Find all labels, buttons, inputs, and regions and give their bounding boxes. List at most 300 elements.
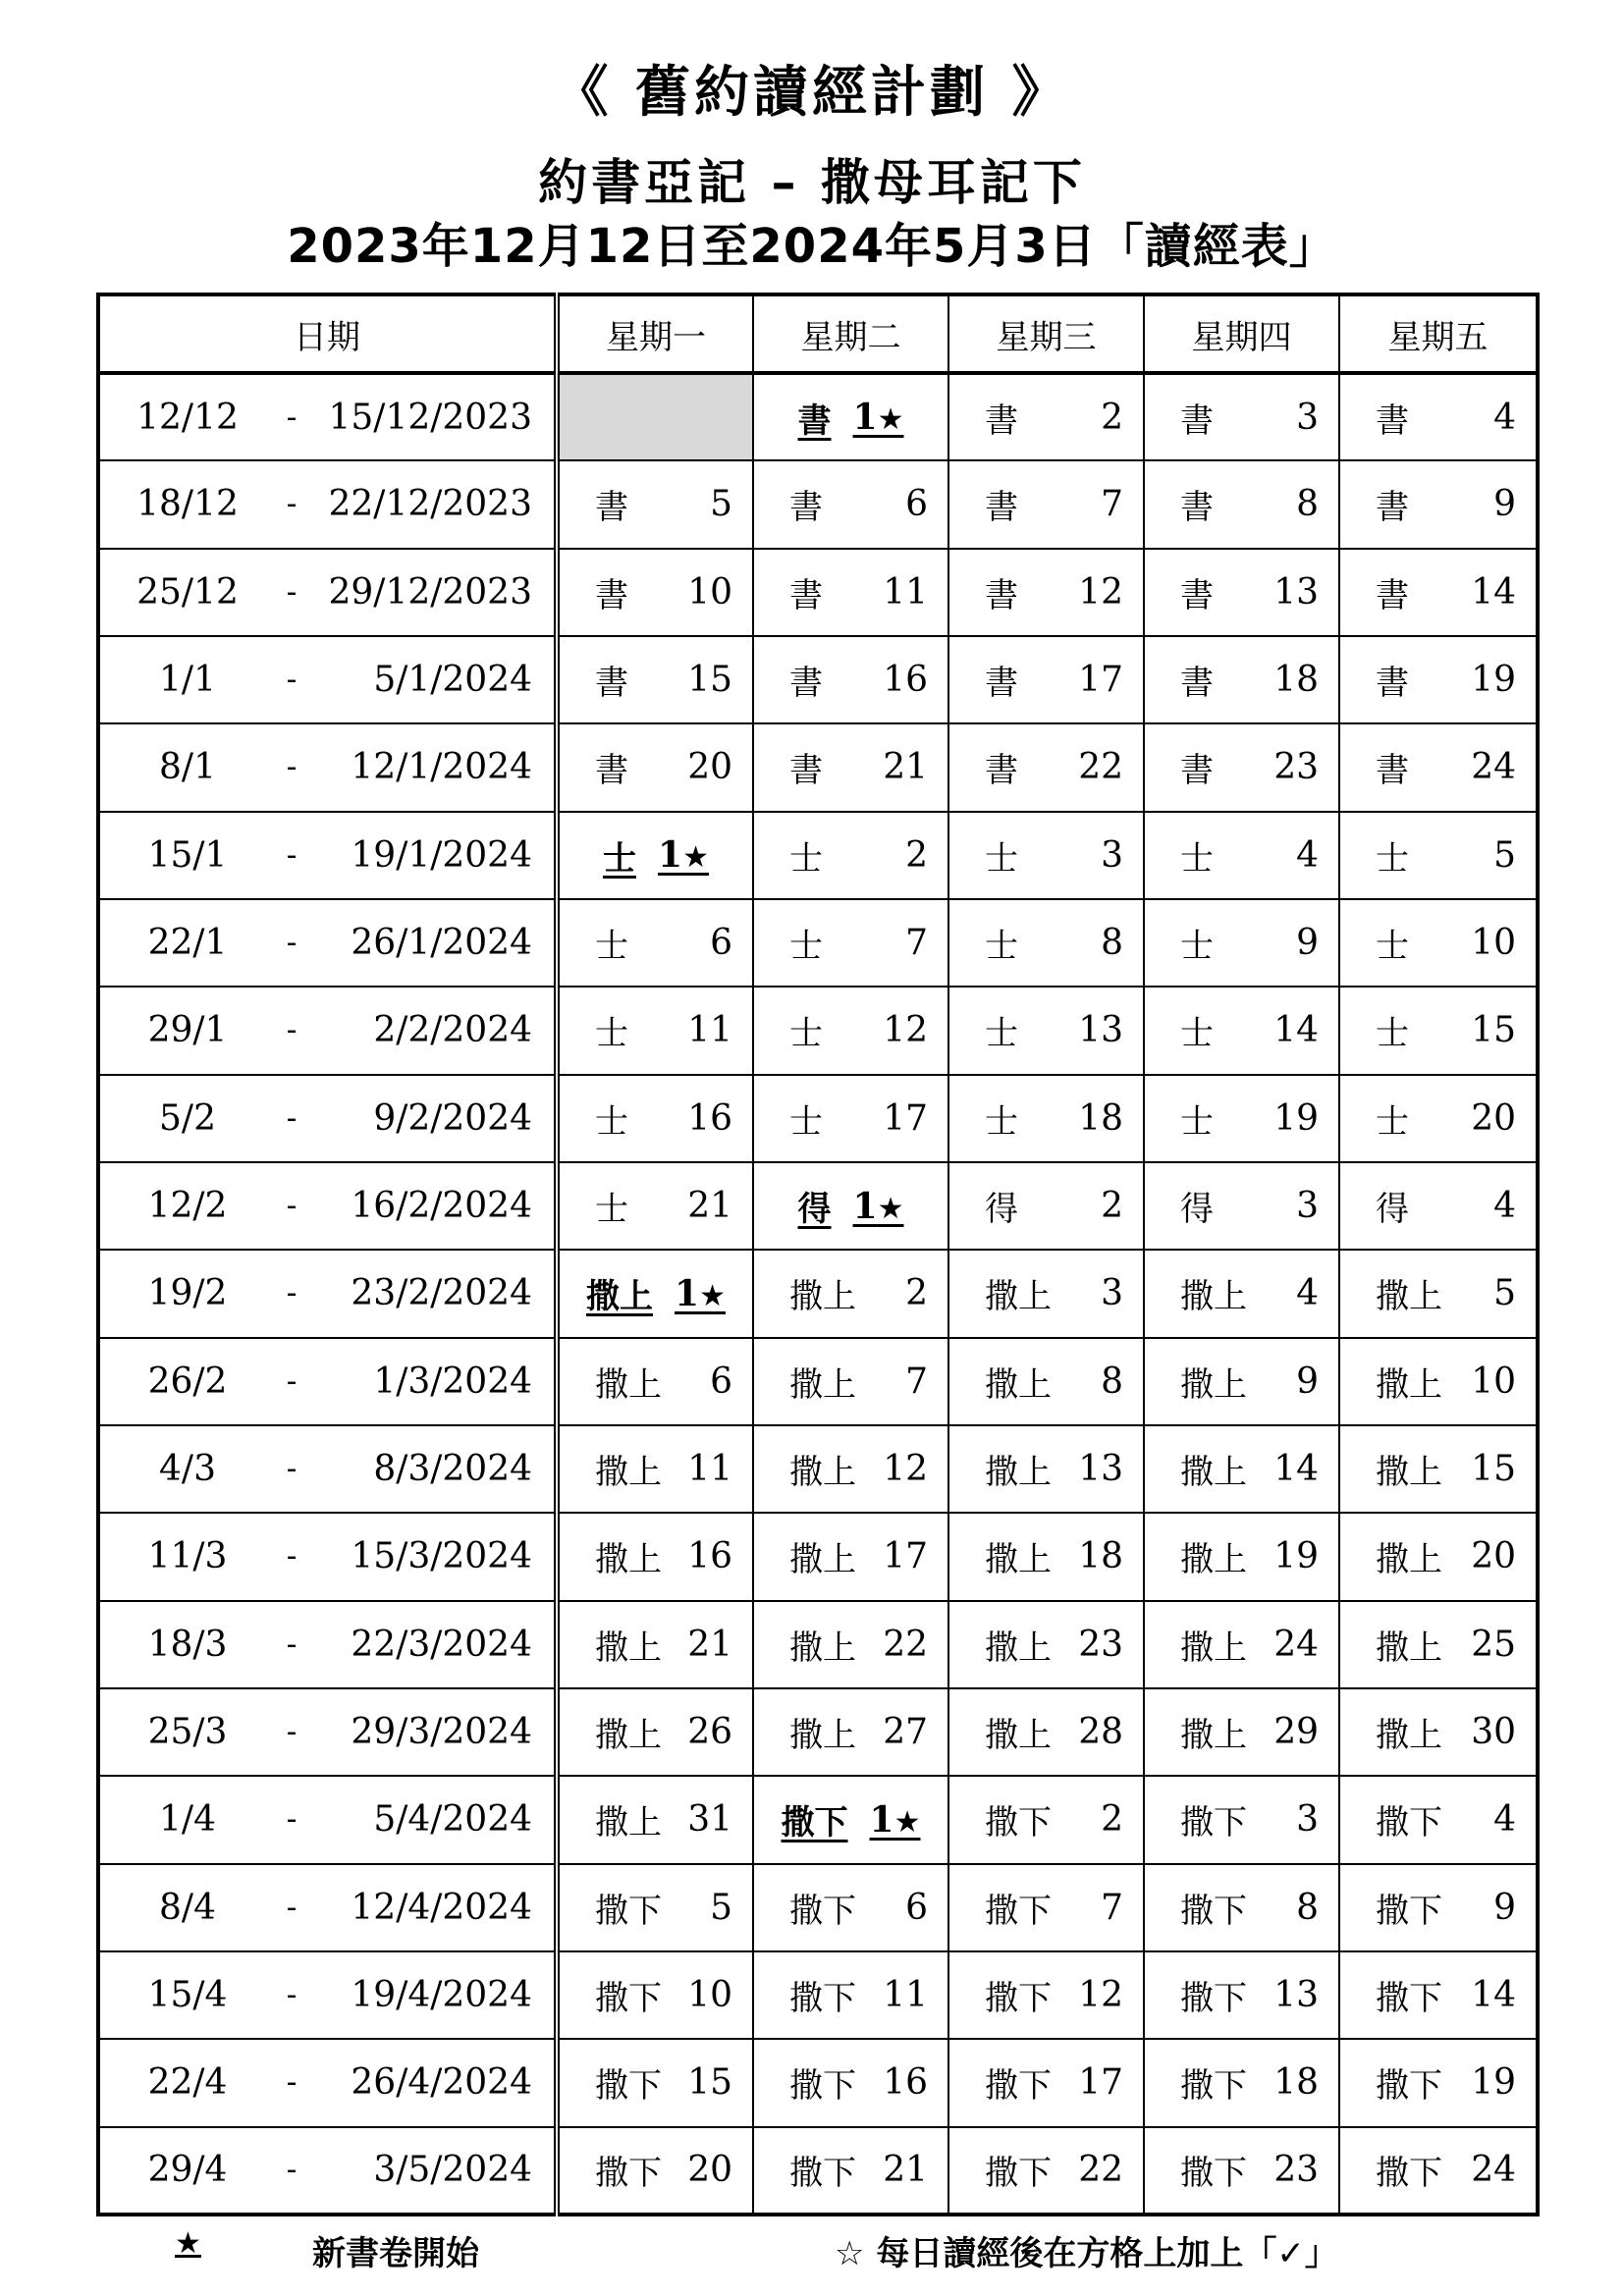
reading-cell-friday[interactable]: [1339, 1776, 1538, 1863]
book-abbreviation: 書: [1180, 488, 1214, 528]
reading-assignment: [1145, 1865, 1338, 1950]
chapter-number: 3: [1101, 1273, 1123, 1314]
reading-cell-friday[interactable]: [1339, 1513, 1538, 1600]
reading-cell-thursday[interactable]: [1144, 1425, 1339, 1513]
chapter-number: 2: [1101, 1186, 1123, 1227]
week-date-range: [100, 2128, 554, 2213]
reading-assignment: [560, 1339, 752, 1424]
reading-cell-wednesday[interactable]: [948, 2039, 1144, 2126]
week-end-date: 19/4/2024: [351, 1975, 532, 2016]
chapter-number: 12: [1078, 571, 1123, 613]
reading-cell-tuesday[interactable]: [753, 1951, 948, 2039]
chapter-number: 3: [1296, 1186, 1319, 1227]
book-abbreviation: 撒上: [595, 1364, 662, 1405]
week-date-cell: [98, 1776, 557, 1863]
reading-cell-friday[interactable]: [1339, 723, 1538, 811]
reading-cell-thursday[interactable]: [1144, 549, 1339, 636]
reading-cell-friday[interactable]: [1339, 1162, 1538, 1250]
reading-cell-thursday[interactable]: [1144, 812, 1339, 899]
table-row: [98, 1250, 1538, 1337]
reading-cell-thursday[interactable]: [1144, 1776, 1339, 1863]
reading-cell-monday[interactable]: [557, 1776, 753, 1863]
reading-cell-monday[interactable]: [557, 2127, 753, 2215]
book-abbreviation: 書: [1180, 400, 1214, 441]
reading-assignment: [949, 550, 1143, 635]
book-abbreviation: 書: [1376, 664, 1409, 704]
reading-assignment: [560, 637, 752, 722]
reading-cell-monday[interactable]: [557, 1601, 753, 1688]
chapter-number: 13: [1078, 1449, 1123, 1490]
reading-cell-thursday[interactable]: [1144, 1250, 1339, 1337]
reading-cell-thursday[interactable]: [1144, 636, 1339, 723]
reading-assignment: [1340, 1514, 1536, 1599]
reading-cell-monday[interactable]: [557, 987, 753, 1074]
week-start-date: 5/2: [159, 1097, 216, 1139]
reading-assignment: [560, 1777, 752, 1862]
reading-cell-monday[interactable]: [557, 812, 753, 899]
week-date-cell: [98, 899, 557, 987]
date-separator: -: [286, 2065, 298, 2101]
reading-cell-tuesday[interactable]: [753, 549, 948, 636]
week-date-range: [100, 1952, 554, 2038]
chapter-number: 15: [1471, 1010, 1516, 1051]
reading-cell-friday[interactable]: [1339, 1688, 1538, 1776]
reading-assignment: [1340, 1602, 1536, 1687]
book-abbreviation: 撒上: [1180, 1364, 1247, 1405]
reading-cell-wednesday[interactable]: [948, 812, 1144, 899]
date-separator: -: [286, 400, 298, 435]
reading-cell-thursday[interactable]: [1144, 2127, 1339, 2215]
reading-cell-friday[interactable]: [1339, 1075, 1538, 1162]
reading-cell-wednesday[interactable]: [948, 1338, 1144, 1425]
week-date-cell: [98, 1075, 557, 1162]
reading-assignment: [1340, 988, 1536, 1073]
reading-cell-monday[interactable]: [557, 1250, 753, 1337]
book-abbreviation: 撒下: [1180, 1891, 1247, 1931]
reading-cell-friday[interactable]: [1339, 549, 1538, 636]
reading-cell-wednesday[interactable]: [948, 1688, 1144, 1776]
table-row: [98, 1338, 1538, 1425]
column-header-friday: 星期五: [1339, 294, 1538, 373]
week-date-range: [100, 724, 554, 810]
reading-cell-monday[interactable]: [557, 636, 753, 723]
book-abbreviation: 撒上: [1180, 1716, 1247, 1756]
book-abbreviation: 士: [985, 927, 1018, 967]
empty-day-cell-monday[interactable]: [557, 373, 753, 460]
week-start-date: 29/4: [147, 2150, 228, 2191]
book-abbreviation: 撒下: [789, 1891, 856, 1931]
star-icon: ★: [893, 1804, 921, 1840]
reading-cell-tuesday[interactable]: [753, 1688, 948, 1776]
book-abbreviation: 撒上: [1376, 1453, 1442, 1493]
chapter-number: 17: [883, 1097, 928, 1139]
star-icon: ★: [877, 1191, 904, 1226]
chapter-number: 14: [1273, 1010, 1319, 1051]
reading-assignment: [754, 2040, 947, 2125]
book-abbreviation: 士: [1180, 838, 1214, 879]
chapter-number: 12: [883, 1010, 928, 1051]
reading-cell-tuesday[interactable]: [753, 1075, 948, 1162]
reading-assignment: [560, 1251, 752, 1336]
reading-assignment: [949, 724, 1143, 810]
reading-cell-tuesday[interactable]: [753, 1776, 948, 1863]
reading-cell-tuesday[interactable]: [753, 460, 948, 548]
reading-cell-wednesday[interactable]: [948, 1951, 1144, 2039]
chapter-number: 14: [1471, 571, 1516, 613]
chapter-number: 3: [1296, 1799, 1319, 1841]
reading-cell-monday[interactable]: [557, 1513, 753, 1600]
reading-cell-friday[interactable]: [1339, 1601, 1538, 1688]
reading-cell-friday[interactable]: [1339, 1864, 1538, 1951]
reading-cell-monday[interactable]: [557, 1338, 753, 1425]
reading-cell-friday[interactable]: [1339, 1425, 1538, 1513]
reading-cell-tuesday[interactable]: [753, 1864, 948, 1951]
week-start-date: 15/4: [147, 1975, 228, 2016]
reading-cell-wednesday[interactable]: [948, 899, 1144, 987]
reading-cell-wednesday[interactable]: [948, 2127, 1144, 2215]
reading-assignment: [949, 1163, 1143, 1249]
reading-cell-friday[interactable]: [1339, 2039, 1538, 2126]
book-abbreviation: 撒下: [789, 2066, 856, 2107]
reading-assignment: [1340, 813, 1536, 898]
date-separator: -: [286, 2153, 298, 2188]
book-abbreviation: 書: [1376, 751, 1409, 791]
reading-assignment: [1145, 1339, 1338, 1424]
reading-cell-monday[interactable]: [557, 1864, 753, 1951]
reading-cell-wednesday[interactable]: [948, 1776, 1144, 1863]
book-abbreviation: 撒上: [1180, 1453, 1247, 1493]
reading-cell-wednesday[interactable]: [948, 373, 1144, 460]
book-abbreviation: 書: [1376, 575, 1409, 615]
reading-cell-friday[interactable]: [1339, 899, 1538, 987]
chapter-number: 8: [1101, 923, 1123, 964]
chapter-with-star: [675, 1273, 726, 1314]
reading-cell-thursday[interactable]: [1144, 1688, 1339, 1776]
chapter-number: 6: [905, 484, 928, 525]
chapter-number: 10: [687, 571, 732, 613]
book-abbreviation: 撒上: [1376, 1628, 1442, 1668]
reading-assignment: [949, 1514, 1143, 1599]
reading-cell-tuesday[interactable]: [753, 636, 948, 723]
week-date-cell: [98, 1338, 557, 1425]
reading-assignment: [1340, 375, 1536, 459]
reading-cell-tuesday[interactable]: [753, 1338, 948, 1425]
reading-cell-monday[interactable]: [557, 723, 753, 811]
reading-assignment: [754, 1339, 947, 1424]
column-header-tuesday: 星期二: [753, 294, 948, 373]
reading-cell-friday[interactable]: [1339, 987, 1538, 1074]
reading-assignment: [560, 813, 752, 898]
reading-cell-tuesday[interactable]: [753, 1250, 948, 1337]
reading-assignment: [1145, 1689, 1338, 1775]
book-abbreviation: 撒下: [985, 1803, 1052, 1843]
week-date-range: [100, 900, 554, 986]
date-separator: -: [286, 1452, 298, 1487]
book-abbreviation: 撒上: [789, 1540, 856, 1580]
reading-assignment: [1145, 1251, 1338, 1336]
reading-assignment: [754, 1865, 947, 1950]
reading-cell-monday[interactable]: [557, 1688, 753, 1776]
reading-cell-wednesday[interactable]: [948, 549, 1144, 636]
reading-assignment: [560, 1426, 752, 1512]
reading-assignment: [754, 1952, 947, 2038]
reading-cell-tuesday[interactable]: [753, 1425, 948, 1513]
week-start-date: 8/4: [159, 1887, 216, 1928]
table-row: [98, 1601, 1538, 1688]
reading-cell-wednesday[interactable]: [948, 1425, 1144, 1513]
chapter-number: 4: [1296, 834, 1319, 876]
reading-cell-tuesday[interactable]: [753, 1513, 948, 1600]
week-date-range: [100, 1777, 554, 1862]
book-abbreviation: 撒上: [595, 1803, 662, 1843]
chapter-number: 21: [883, 747, 928, 788]
table-row: [98, 723, 1538, 811]
chapter-number: 20: [687, 2150, 732, 2191]
reading-assignment: [1340, 900, 1536, 986]
chapter-number: 8: [1296, 1887, 1319, 1928]
reading-assignment: [560, 2128, 752, 2213]
week-date-cell: [98, 1951, 557, 2039]
reading-assignment: [754, 1602, 947, 1687]
reading-cell-monday[interactable]: [557, 1425, 753, 1513]
reading-assignment: [949, 637, 1143, 722]
chapter-number: 4: [1493, 397, 1516, 438]
reading-cell-wednesday[interactable]: [948, 636, 1144, 723]
reading-cell-friday[interactable]: [1339, 812, 1538, 899]
reading-cell-thursday[interactable]: [1144, 1075, 1339, 1162]
book-abbreviation: 撒下: [595, 1891, 662, 1931]
chapter-number: 15: [1471, 1449, 1516, 1490]
reading-assignment: [949, 1426, 1143, 1512]
reading-cell-wednesday[interactable]: [948, 1601, 1144, 1688]
reading-cell-wednesday[interactable]: [948, 1513, 1144, 1600]
reading-cell-thursday[interactable]: [1144, 1338, 1339, 1425]
reading-cell-tuesday[interactable]: [753, 899, 948, 987]
chapter-number: 20: [1471, 1097, 1516, 1139]
reading-cell-monday[interactable]: [557, 1951, 753, 2039]
chapter-number: 10: [687, 1975, 732, 2016]
table-row: [98, 1951, 1538, 2039]
reading-assignment: [949, 375, 1143, 459]
week-start-date: 22/1: [147, 923, 228, 964]
reading-assignment: [560, 900, 752, 986]
reading-cell-friday[interactable]: [1339, 460, 1538, 548]
chapter-number: 13: [1273, 571, 1319, 613]
reading-assignment: [1340, 461, 1536, 547]
reading-assignment: [1145, 550, 1338, 635]
reading-assignment: [1145, 1163, 1338, 1249]
reading-cell-monday[interactable]: [557, 1162, 753, 1250]
book-abbreviation: 撒上: [1376, 1277, 1442, 1317]
reading-assignment: [560, 988, 752, 1073]
book-abbreviation: 撒下: [595, 2154, 662, 2194]
reading-cell-wednesday[interactable]: [948, 1250, 1144, 1337]
book-abbreviation: 撒下: [985, 1891, 1052, 1931]
book-abbreviation: 撒上: [1180, 1277, 1247, 1317]
reading-assignment: [754, 724, 947, 810]
book-abbreviation: 書: [1180, 664, 1214, 704]
book-abbreviation: 士: [985, 1101, 1018, 1142]
date-separator: -: [286, 1539, 298, 1575]
reading-cell-wednesday[interactable]: [948, 987, 1144, 1074]
reading-assignment: [1145, 1777, 1338, 1862]
reading-cell-friday[interactable]: [1339, 1951, 1538, 2039]
chapter-number: 3: [1296, 397, 1319, 438]
week-date-cell: [98, 1864, 557, 1951]
reading-cell-tuesday[interactable]: [753, 1162, 948, 1250]
book-abbreviation: 書: [595, 664, 628, 704]
date-separator: -: [286, 926, 298, 961]
week-start-date: 22/4: [147, 2062, 228, 2104]
chapter-number: 12: [1078, 1975, 1123, 2016]
book-abbreviation: 撒下: [985, 1979, 1052, 2019]
footer-legend: [0, 2226, 1624, 2281]
week-date-range: [100, 375, 554, 459]
reading-cell-tuesday[interactable]: [753, 373, 948, 460]
week-end-date: 26/1/2024: [351, 923, 532, 964]
reading-assignment: [754, 1777, 947, 1862]
chapter-number: 18: [1078, 1097, 1123, 1139]
reading-cell-tuesday[interactable]: [753, 2039, 948, 2126]
week-start-date: 4/3: [159, 1449, 216, 1490]
reading-assignment: [1340, 1865, 1536, 1950]
reading-cell-friday[interactable]: [1339, 1338, 1538, 1425]
reading-assignment: [754, 1076, 947, 1161]
reading-assignment: [1145, 724, 1338, 810]
chapter-number: 1: [852, 1185, 878, 1227]
chapter-number: 30: [1471, 1712, 1516, 1753]
daily-check-note: ☆ 每日讀經後在方格上加上「✓」: [835, 2234, 1338, 2273]
reading-cell-thursday[interactable]: [1144, 1601, 1339, 1688]
chapter-number: 18: [1078, 1536, 1123, 1577]
reading-assignment: [754, 375, 947, 459]
book-abbreviation: 撒下: [985, 2066, 1052, 2107]
table-row: [98, 987, 1538, 1074]
chapter-number: 7: [905, 1361, 928, 1402]
week-start-date: 15/1: [147, 834, 228, 876]
reading-cell-thursday[interactable]: [1144, 1951, 1339, 2039]
reading-cell-thursday[interactable]: [1144, 1513, 1339, 1600]
chapter-with-star: [870, 1799, 921, 1841]
reading-cell-friday[interactable]: [1339, 636, 1538, 723]
chapter-number: 16: [687, 1536, 732, 1577]
book-abbreviation: 撒下: [789, 2154, 856, 2194]
chapter-number: 1: [852, 397, 878, 439]
date-separator: -: [286, 487, 298, 522]
week-date-range: [100, 1602, 554, 1687]
chapter-number: 17: [883, 1536, 928, 1577]
reading-assignment: [949, 813, 1143, 898]
week-date-cell: [98, 1513, 557, 1600]
book-abbreviation: 士: [595, 1101, 628, 1142]
chapter-number: 4: [1296, 1273, 1319, 1314]
reading-assignment: [1145, 2128, 1338, 2213]
reading-assignment: [1340, 1076, 1536, 1161]
reading-cell-wednesday[interactable]: [948, 1162, 1144, 1250]
reading-cell-thursday[interactable]: [1144, 899, 1339, 987]
chapter-number: 25: [1471, 1624, 1516, 1665]
table-row: [98, 1776, 1538, 1863]
reading-cell-tuesday[interactable]: [753, 1601, 948, 1688]
book-abbreviation: 得: [1180, 1190, 1214, 1230]
week-date-cell: [98, 373, 557, 460]
reading-cell-thursday[interactable]: [1144, 2039, 1339, 2126]
week-date-cell: [98, 1601, 557, 1688]
reading-cell-thursday[interactable]: [1144, 723, 1339, 811]
week-date-range: [100, 637, 554, 722]
week-date-range: [100, 461, 554, 547]
reading-assignment: [1340, 1689, 1536, 1775]
date-separator: -: [286, 1715, 298, 1750]
reading-assignment: [560, 724, 752, 810]
book-abbreviation: 撒上: [985, 1628, 1052, 1668]
week-end-date: 5/1/2024: [373, 660, 532, 701]
chapter-number: 6: [710, 1361, 732, 1402]
reading-cell-wednesday[interactable]: [948, 1864, 1144, 1951]
chapter-number: 6: [905, 1887, 928, 1928]
reading-cell-thursday[interactable]: [1144, 373, 1339, 460]
chapter-number: 5: [1493, 834, 1516, 876]
reading-assignment: [560, 550, 752, 635]
reading-cell-thursday[interactable]: [1144, 460, 1339, 548]
reading-cell-friday[interactable]: [1339, 373, 1538, 460]
reading-cell-tuesday[interactable]: [753, 812, 948, 899]
book-abbreviation: 撒下: [595, 2066, 662, 2107]
week-start-date: 26/2: [147, 1361, 228, 1402]
book-abbreviation: 撒下: [1376, 2066, 1442, 2107]
reading-cell-friday[interactable]: [1339, 2127, 1538, 2215]
reading-assignment: [1145, 461, 1338, 547]
book-abbreviation: 撒上: [789, 1453, 856, 1493]
reading-cell-wednesday[interactable]: [948, 1075, 1144, 1162]
chapter-number: 2: [1101, 1799, 1123, 1841]
page-subtitle: 約書亞記 – 撒母耳記下: [538, 154, 1086, 211]
week-date-range: [100, 1163, 554, 1249]
reading-cell-thursday[interactable]: [1144, 987, 1339, 1074]
week-date-range: [100, 1426, 554, 1512]
table-row: [98, 636, 1538, 723]
chapter-number: 1: [869, 1798, 894, 1841]
book-abbreviation: 士: [789, 927, 823, 967]
reading-cell-monday[interactable]: [557, 899, 753, 987]
reading-cell-thursday[interactable]: [1144, 1162, 1339, 1250]
book-abbreviation: 撒上: [985, 1540, 1052, 1580]
reading-cell-tuesday[interactable]: [753, 723, 948, 811]
reading-cell-tuesday[interactable]: [753, 2127, 948, 2215]
book-abbreviation: 撒上: [1180, 1540, 1247, 1580]
reading-cell-monday[interactable]: [557, 1075, 753, 1162]
chapter-number: 11: [687, 1449, 732, 1490]
reading-cell-wednesday[interactable]: [948, 723, 1144, 811]
reading-cell-wednesday[interactable]: [948, 460, 1144, 548]
chapter-number: 20: [687, 747, 732, 788]
book-abbreviation: 得: [1376, 1190, 1409, 1230]
reading-assignment: [754, 637, 947, 722]
reading-cell-thursday[interactable]: [1144, 1864, 1339, 1951]
reading-cell-monday[interactable]: [557, 460, 753, 548]
chapter-number: 24: [1471, 747, 1516, 788]
week-end-date: 23/2/2024: [351, 1273, 532, 1314]
table-row: [98, 899, 1538, 987]
header-row: [98, 294, 1538, 373]
reading-cell-tuesday[interactable]: [753, 987, 948, 1074]
reading-cell-friday[interactable]: [1339, 1250, 1538, 1337]
reading-plan-body: [98, 373, 1538, 2215]
book-abbreviation: 撒上: [789, 1628, 856, 1668]
reading-cell-monday[interactable]: [557, 549, 753, 636]
reading-cell-monday[interactable]: [557, 2039, 753, 2126]
reading-assignment: [560, 461, 752, 547]
